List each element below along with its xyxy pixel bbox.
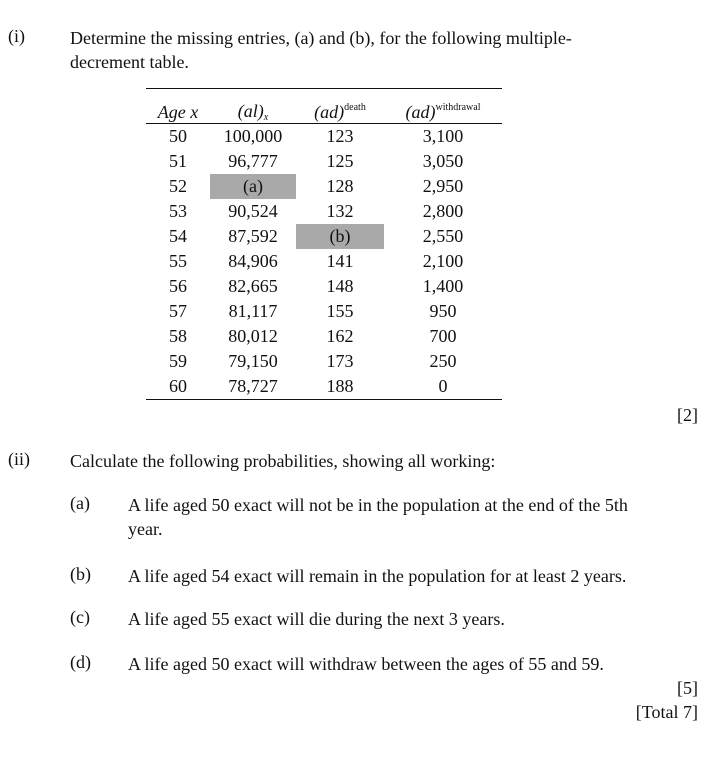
table-row: [146, 149, 502, 174]
cell-age: 53: [169, 201, 187, 221]
table-row: [146, 224, 502, 249]
table-row: [146, 199, 502, 224]
cell-ad-death: 148: [326, 276, 354, 296]
cell-ad-death: 128: [326, 176, 354, 196]
part-i-line-2: decrement table.: [70, 52, 189, 72]
cell-ad-death: 173: [326, 351, 354, 371]
item-c-label: (c): [70, 607, 90, 627]
table-row: [146, 324, 502, 349]
part-i-question: [70, 26, 572, 74]
cell-age: 57: [169, 301, 187, 321]
part-ii-label: (ii): [8, 449, 30, 469]
item-b-label: (b): [70, 564, 91, 584]
cell-age: 51: [169, 151, 187, 171]
cell-al: 78,727: [228, 376, 278, 396]
table-row: [146, 274, 502, 299]
cell-age: 54: [169, 226, 187, 246]
cell-ad-withdrawal: 250: [429, 351, 457, 371]
table-header-row: [146, 89, 502, 124]
cell-ad-withdrawal: 1,400: [422, 276, 464, 296]
cell-ad-death: 123: [326, 126, 354, 146]
header-age: Age x: [146, 89, 210, 124]
cell-ad-death: 125: [326, 151, 354, 171]
cell-al: 84,906: [228, 251, 278, 271]
cell-age: 55: [169, 251, 187, 271]
cell-age: 50: [169, 126, 187, 146]
cell-ad-death: 141: [326, 251, 354, 271]
cell-ad-death: 155: [326, 301, 354, 321]
table-row: [146, 299, 502, 324]
cell-al: 100,000: [223, 126, 283, 146]
cell-age: 56: [169, 276, 187, 296]
cell-ad-withdrawal: 0: [438, 376, 448, 396]
header-ad-death: (ad)$^{death}$: [296, 89, 384, 124]
part-i-label: (i): [8, 26, 25, 46]
cell-ad-withdrawal: 2,550: [422, 226, 464, 246]
cell-ad-death: 188: [326, 376, 354, 396]
part-ii-intro: Calculate the following probabilities, showing all working:: [70, 451, 496, 471]
cell-age: 59: [169, 351, 187, 371]
item-a-text: A life aged 50 exact will not be in the population at the end of the 5th year.: [128, 495, 628, 539]
cell-al: (a): [210, 174, 296, 199]
header-al: $(al)_x$: [210, 89, 296, 124]
item-c-text: A life aged 55 exact will die during the next 3 years.: [128, 609, 505, 629]
cell-al: 81,117: [228, 301, 278, 321]
cell-age: 52: [169, 176, 187, 196]
cell-ad-withdrawal: 2,800: [422, 201, 464, 221]
cell-al: 87,592: [228, 226, 278, 246]
table-row: [146, 124, 502, 150]
cell-ad-death: (b): [296, 224, 384, 249]
table-row: [146, 174, 502, 199]
cell-al: 79,150: [228, 351, 278, 371]
total-marks: [Total 7]: [635, 702, 698, 722]
part-i-line-1: Determine the missing entries, (a) and (b), for the following multiple-: [70, 28, 572, 48]
cell-ad-withdrawal: 700: [429, 326, 457, 346]
item-d-label: (d): [70, 652, 91, 672]
table-row: [146, 374, 502, 400]
item-b-text: A life aged 54 exact will remain in the population for at least 2 years.: [128, 566, 627, 586]
part-ii-marks: [5]: [677, 678, 698, 698]
cell-ad-withdrawal: 3,100: [422, 126, 464, 146]
cell-al: 82,665: [228, 276, 278, 296]
cell-age: 60: [169, 376, 187, 396]
cell-ad-withdrawal: 2,950: [422, 176, 464, 196]
item-a-label: (a): [70, 493, 90, 513]
cell-al: 96,777: [228, 151, 278, 171]
cell-ad-withdrawal: 2,100: [422, 251, 464, 271]
cell-al: 90,524: [228, 201, 278, 221]
header-ad-withdrawal: (ad)$^{withdrawal}$: [384, 89, 502, 124]
cell-ad-withdrawal: 3,050: [422, 151, 464, 171]
cell-ad-death: 132: [326, 201, 354, 221]
cell-age: 58: [169, 326, 187, 346]
multiple-decrement-table: [146, 88, 502, 400]
cell-ad-death: 162: [326, 326, 354, 346]
table-row: [146, 249, 502, 274]
item-d-text: A life aged 50 exact will withdraw between the ages of 55 and 59.: [128, 654, 604, 674]
table-row: [146, 349, 502, 374]
part-i-marks: [2]: [677, 405, 698, 425]
cell-al: 80,012: [228, 326, 278, 346]
cell-ad-withdrawal: 950: [429, 301, 457, 321]
